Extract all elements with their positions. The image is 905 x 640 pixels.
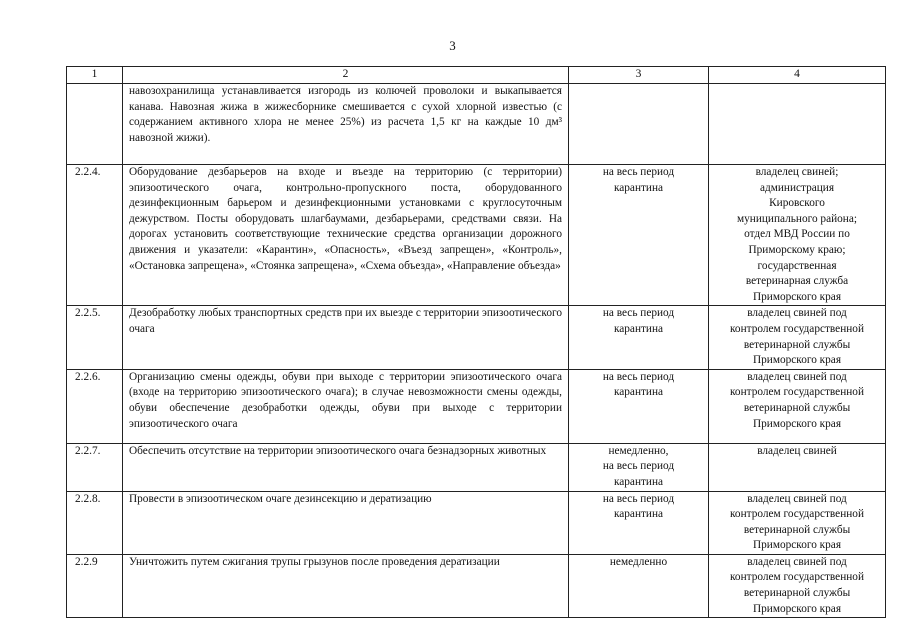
item-number: 2.2.9 [67,554,123,617]
measure-period [569,306,709,369]
responsible-line: Приморского края [752,354,842,367]
responsible-line: владелец свиней под [747,307,847,320]
responsible-line: Приморскому краю; [748,243,846,256]
responsible-line: контролем государственной [730,386,864,399]
measure-period [569,165,709,306]
measures-table [66,66,886,618]
responsible-line: владелец свиней под [747,492,847,505]
item-number: 2.2.4. [67,165,123,306]
responsible-line: государственная [757,259,837,272]
measure-period [569,491,709,554]
column-header: 3 [569,67,709,84]
responsible-line: Приморского края [752,290,842,303]
responsible-line: администрация [759,181,835,194]
responsible-line: Кировского [769,197,825,210]
responsible-line: владелец свиней под [747,555,847,568]
responsible-party [709,165,886,306]
table-row [67,165,886,306]
item-number: 2.2.8. [67,491,123,554]
responsible-party [709,443,886,491]
responsible-line: отдел МВД России по [744,228,850,241]
measure-period [569,554,709,617]
responsible-line: Приморского края [752,602,842,615]
column-header: 1 [67,67,123,84]
period-line: карантина [613,181,664,194]
period-line: карантина [613,322,664,335]
measure-period [569,84,709,165]
page-number: 3 [449,38,456,53]
responsible-line: ветеринарная служба [745,275,849,288]
period-line: карантина [613,508,664,521]
item-number: 2.2.7. [67,443,123,491]
measure-description: Обеспечить отсутствие на территории эпизоотического очага безнадзорных животных [123,443,569,491]
period-line: на весь период [602,492,675,505]
responsible-line: контролем государственной [730,508,864,521]
period-line: на весь период [602,370,675,383]
responsible-line: ветеринарной службы [743,523,851,536]
responsible-party [709,306,886,369]
table-row [67,554,886,617]
responsible-line: владелец свиней под [747,370,847,383]
responsible-line: ветеринарной службы [743,587,851,600]
item-number: 2.2.6. [67,369,123,443]
table-row [67,84,886,165]
table-row [67,369,886,443]
responsible-line: контролем государственной [730,571,864,584]
responsible-line: контролем государственной [730,322,864,335]
column-header: 2 [123,67,569,84]
period-line: на весь период [602,166,675,178]
period-line: на весь период [602,460,675,473]
measure-description: Провести в эпизоотическом очаге дезинсекцию и дератизацию [123,491,569,554]
responsible-line: владелец свиней; [755,166,839,178]
table-body [67,84,886,618]
period-line: немедленно [609,555,668,568]
column-header: 4 [709,67,886,84]
item-number [67,84,123,165]
table-row [67,491,886,554]
period-line: немедленно, [608,444,669,457]
responsible-line: владелец свиней [757,444,837,457]
measure-description: Дезобработку любых транспортных средств при их выезде с территории эпизоотического очага [123,306,569,369]
period-line: карантина [613,386,664,399]
responsible-party [709,369,886,443]
measure-period [569,369,709,443]
measure-description: Уничтожить путем сжигания трупы грызунов после проведения дератизации [123,554,569,617]
period-line: карантина [613,475,664,488]
table-row [67,443,886,491]
responsible-line: Приморского края [752,417,842,430]
responsible-line: ветеринарной службы [743,401,851,414]
period-line: на весь период [602,307,675,320]
responsible-party [709,84,886,165]
measure-period [569,443,709,491]
measure-description: навозохранилища устанавливается изгородь из колючей проволоки и выкапывается канава. Навозная жижа в жижесборнике смешивается с сухой хлорной известью (с содержанием активного хлора не менее 25%) из расчета 1,5 кг на каждые 10 дм³ навозной жижи). [123,84,569,165]
table-row [67,306,886,369]
responsible-party [709,554,886,617]
measure-description: Оборудование дезбарьеров на входе и въезде на территорию (с территории) эпизоотического очага, контрольно-пропускного поста, оборудованного дезинфекционным барьером и дезинфекционными установками с круглосуточным дежурством. Посты оборудовать шлагбаумами, дезбарьерами, средствами связи. На дорогах установить соответствующие технические средства организации дорожного движения и указатели: «Карантин», «Опасность», «Въезд запрещен», «Контроль», «Остановка запрещена», «Стоянка запрещена», «Схема объезда», «Направление объезда» [123,165,569,306]
responsible-party [709,491,886,554]
table-header-row [67,67,886,84]
item-number: 2.2.5. [67,306,123,369]
measure-description: Организацию смены одежды, обуви при выходе с территории эпизоотического очага (входе на территорию эпизоотического очага); в случае невозможности смены одежды, обуви обеспечение дезобработки одежды, обуви при выходе с территории эпизоотического очага [123,369,569,443]
responsible-line: Приморского края [752,539,842,552]
responsible-line: муниципального района; [736,212,857,225]
responsible-line: ветеринарной службы [743,338,851,351]
